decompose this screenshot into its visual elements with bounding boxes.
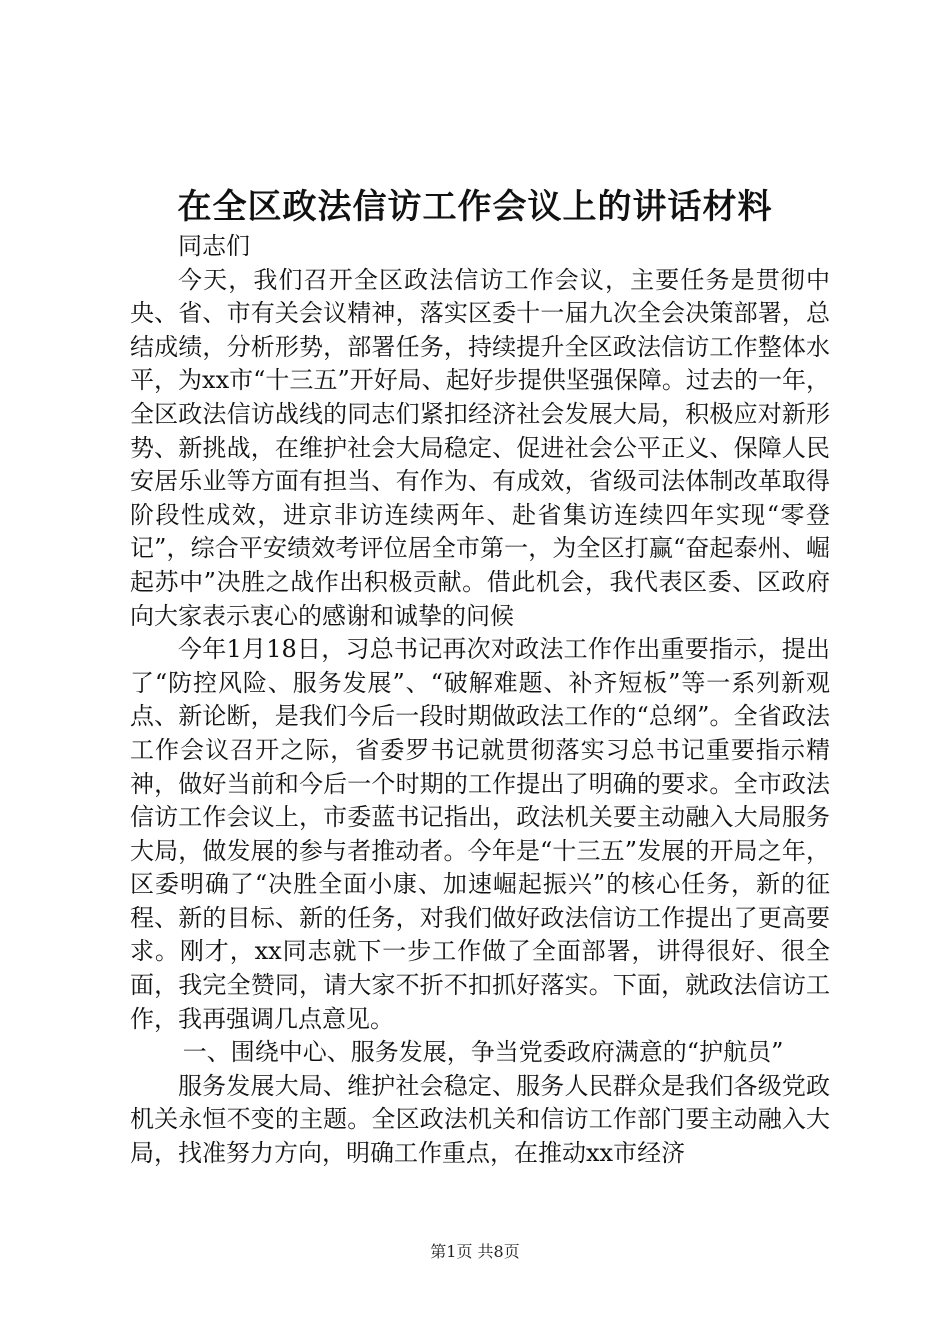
- paragraph-1: 今天，我们召开全区政法信访工作会议，主要任务是贯彻中央、省、市有关会议精神，落实区委十一届九次全会决策部署，总结成绩，分析形势，部署任务，持续提升全区政法信访工作整体水平，为xx市“十三五”开好局、起好步提供坚强保障。过去的一年，全区政法信访战线的同志们紧扣经济社会发展大局，积极应对新形势、新挑战，在维护社会大局稳定、促进社会公平正义、保障人民安居乐业等方面有担当、有作为、有成效，省级司法体制改革取得阶段性成效，进京非访连续两年、赴省集访连续四年实现“零登记”，综合平安绩效考评位居全市第一，为全区打赢“奋起泰州、崛起苏中”决胜之战作出积极贡献。借此机会，我代表区委、区政府向大家表示衷心的感谢和诚挚的问候: [130, 265, 830, 630]
- section-paragraph: 服务发展大局、维护社会稳定、服务人民群众是我们各级党政机关永恒不变的主题。全区政法机关和信访工作部门要主动融入大局，找准努力方向，明确工作重点，在推动xx市经济: [130, 1071, 830, 1168]
- salutation: 同志们: [178, 232, 250, 260]
- page-footer: 第1页 共8页: [430, 1242, 520, 1261]
- document-body: [130, 230, 830, 1171]
- document-title: 在全区政法信访工作会议上的讲话材料: [177, 187, 773, 227]
- section-heading: 一、围绕中心、服务发展，争当党委政府满意的“护航员”: [182, 1038, 784, 1067]
- paragraph-2: 今年1月18日，习总书记再次对政法工作作出重要指示，提出了“防控风险、服务发展”、“破解难题、补齐短板”等一系列新观点、新论断，是我们今后一段时期做政法工作的“总纲”。全省政法工作会议召开之际，省委罗书记就贯彻落实习总书记重要指示精神，做好当前和今后一个时期的工作提出了明确的要求。全市政法信访工作会议上，市委蓝书记指出，政法机关要主动融入大局服务大局，做发展的参与者推动者。今年是“十三五”发展的开局之年，区委明确了“决胜全面小康、加速崛起振兴”的核心任务，新的征程、新的目标、新的任务，对我们做好政法信访工作提出了更高要求。刚才，xx同志就下一步工作做了全面部署，讲得很好、很全面，我完全赞同，请大家不折不扣抓好落实。下面，就政法信访工作，我再强调几点意见。: [130, 635, 830, 1033]
